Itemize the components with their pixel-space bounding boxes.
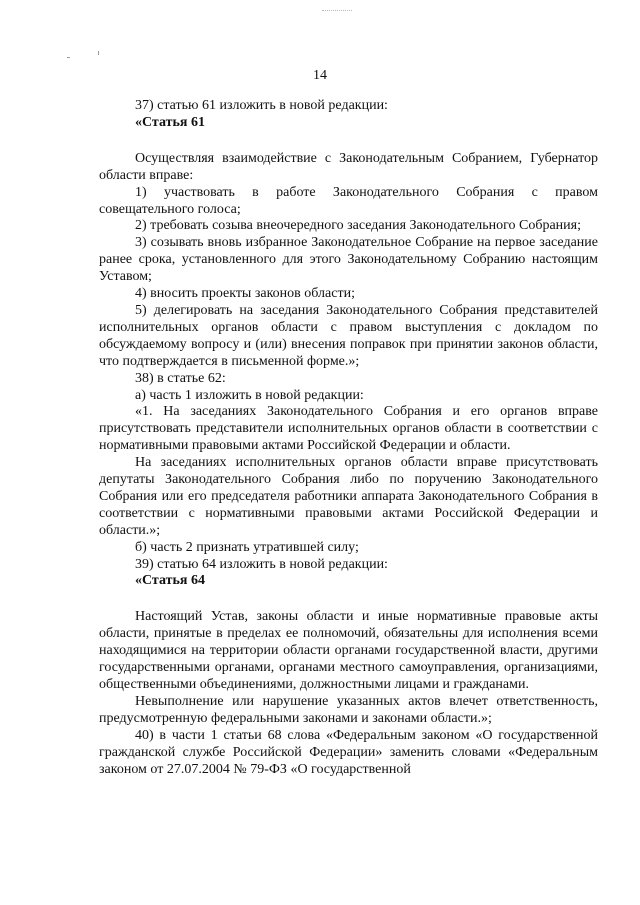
paragraph: 40) в части 1 статьи 68 слова «Федеральным законом «О государственной гражданской службе Российской Федерации» заменить словами «Федеральным законом от 27.07.2004 № 79-ФЗ «О государственной	[99, 727, 598, 777]
document-body	[99, 98, 598, 778]
paragraph: 5) делегировать на заседания Законодательного Собрания представителей исполнительных органов области с правом выступления с докладом по обсуждаемому вопросу и (или) внесения поправок при принятии законов области, что подтверждается в письменной форме.»;	[99, 302, 598, 369]
paragraph: На заседаниях исполнительных органов области вправе присутствовать депутаты Законодательного Собрания либо по поручению Законодательного Собрания или его председателя работники аппарата Законодательного Собрания в соответствии с нормативными правовыми актами Российской Федерации и области.»;	[99, 455, 598, 538]
paragraph: Настоящий Устав, законы области и иные нормативные правовые акты области, принятые в пределах ее полномочий, обязательны для исполнения всеми находящимися на территории области органами государственной власти, другими государственными органами, органами местного самоуправления, организациями, общественными объединениями, должностными лицами и гражданами.	[99, 609, 598, 692]
paragraph-spacer	[99, 590, 598, 609]
paragraph: 4) вносить проекты законов области;	[135, 286, 355, 302]
paragraph: 1) участвовать в работе Законодательного Собрания с правом совещательного голоса;	[99, 184, 598, 217]
paragraph: 2) требовать созыва внеочередного заседания Законодательного Собрания;	[135, 218, 581, 234]
paragraph: 3) созывать вновь избранное Законодательное Собрание на первое заседание ранее срока, установленного для этого Законодательному Собранию настоящим Уставом;	[99, 235, 598, 285]
paragraph: 38) в статье 62:	[135, 370, 226, 386]
paragraph: «1. На заседаниях Законодательного Собрания и его органов вправе присутствовать представители исполнительных органов области в соответствии с нормативными правовыми актами Российской Федерации и области.	[99, 404, 598, 454]
article-heading: «Статья 61	[135, 114, 205, 130]
scan-mark	[67, 57, 70, 58]
paragraph: 39) статью 64 изложить в новой редакции:	[135, 556, 388, 572]
article-heading: «Статья 64	[135, 573, 205, 589]
scan-speck	[322, 10, 352, 13]
paragraph: 37) статью 61 изложить в новой редакции:	[135, 98, 388, 113]
paragraph: Осуществляя взаимодействие с Законодательным Собранием, Губернатор области вправе:	[99, 150, 598, 183]
paragraph-spacer	[99, 132, 598, 151]
paragraph: Невыполнение или нарушение указанных актов влечет ответственность, предусмотренную федеральными законами и законами области.»;	[99, 693, 598, 726]
paragraph: а) часть 1 изложить в новой редакции:	[135, 387, 364, 403]
scan-mark	[98, 51, 99, 55]
page-number: 14	[313, 68, 327, 83]
paragraph: б) часть 2 признать утратившей силу;	[135, 539, 359, 555]
